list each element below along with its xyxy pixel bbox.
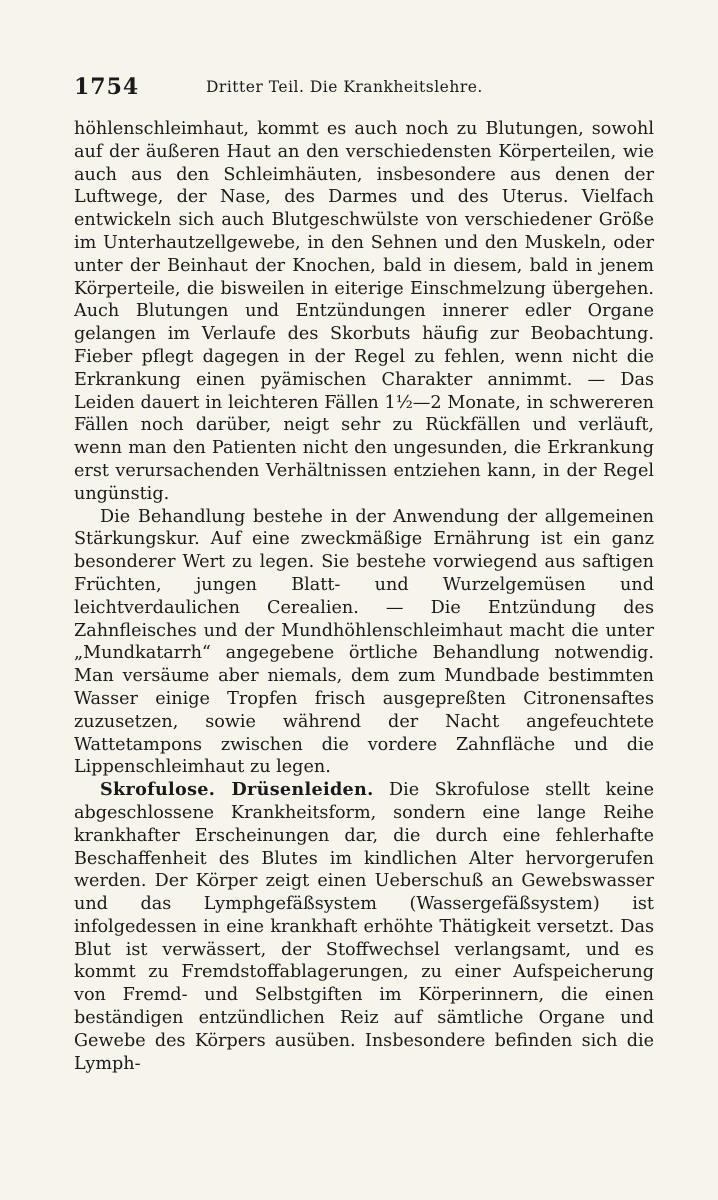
page-header	[74, 74, 654, 106]
paragraph-skrofulose	[74, 779, 654, 1075]
section-title: Skrofulose. Drüsenleiden.	[100, 779, 374, 801]
body-text	[74, 118, 654, 1075]
running-head: Dritter Teil. Die Krankheitslehre.	[206, 78, 483, 96]
section-text: Die Skrofulose stellt keine abgeschlossene Krankheitsform, sondern eine lange Reihe krankhafter Erscheinungen dar, die durch eine fehlerhafte Beschaffenheit des Blutes im kindlichen Alter hervorgerufen werden. Der Körper zeigt einen Ueberschuß an Gewebswasser und das Lymphgefäßsystem (Wassergefäßsystem) ist infolgedessen in eine krankhaft erhöhte Thätigkeit versetzt. Das Blut ist verwässert, der Stoffwechsel verlangsamt, und es kommt zu Fremdstoffablagerungen, zu einer Aufspeicherung von Fremd- und Selbstgiften im Körperinnern, die einen beständigen entzündlichen Reiz auf sämtliche Organe und Gewebe des Körpers ausüben. Insbesondere befinden sich die Lymph-	[74, 780, 654, 1074]
paragraph-behandlung: Die Behandlung bestehe in der Anwendung der allgemeinen Stärkungskur. Auf eine zweckmäßige Ernährung ist ein ganz besonderer Wert zu legen. Sie bestehe vorwiegend aus saftigen Früchten, jungen Blatt- und Wurzelgemüsen und leichtverdaulichen Cerealien. — Die Entzündung des Zahnfleisches und der Mundhöhlenschleimhaut macht die unter „Mundkatarrh“ angegebene örtliche Behandlung notwendig. Man versäume aber niemals, dem zum Mundbade bestimmten Wasser einige Tropfen frisch ausgepreßten Citronensaftes zuzusetzen, sowie während der Nacht angefeuchtete Wattetampons zwischen die vordere Zahnfläche und die Lippenschleimhaut zu legen.	[74, 506, 654, 778]
page-number: 1754	[74, 74, 140, 100]
paragraph-skorbut-continued: höhlenschleimhaut, kommt es auch noch zu Blutungen, sowohl auf der äußeren Haut an den verschiedensten Körperteilen, wie auch aus den Schleimhäuten, insbesondere aus denen der Luftwege, der Nase, des Darmes und des Uterus. Vielfach entwickeln sich auch Blutgeschwülste von verschiedener Größe im Unterhautzellgewebe, in den Sehnen und den Muskeln, oder unter der Beinhaut der Knochen, bald in diesem, bald in jenem Körperteile, die bisweilen in eiterige Einschmelzung übergehen. Auch Blutungen und Entzündungen innerer edler Organe gelangen im Verlaufe des Skorbuts häufig zur Beobachtung. Fieber pflegt dagegen in der Regel zu fehlen, wenn nicht die Erkrankung einen pyämischen Charakter annimmt. — Das Leiden dauert in leichteren Fällen 1½—2 Monate, in schwereren Fällen noch darüber, neigt sehr zu Rückfällen und verläuft, wenn man den Patienten nicht den ungesunden, die Erkrankung erst verursachenden Verhältnissen entziehen kann, in der Regel ungünstig.	[74, 119, 654, 504]
